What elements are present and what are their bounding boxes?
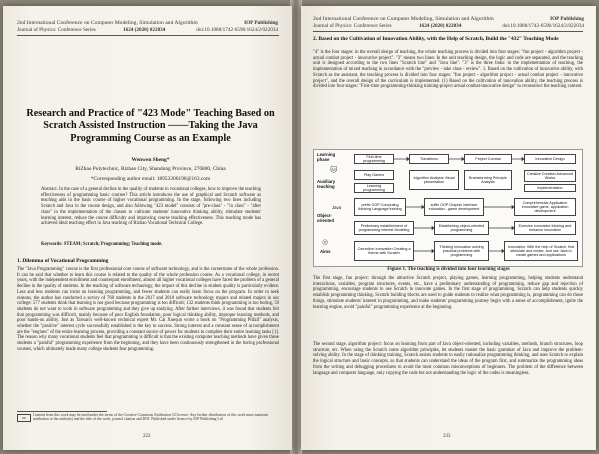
box-learning-programming: Learning programming xyxy=(354,183,394,193)
box-suffix-oop: suffix OOP Graphic interface education - game development xyxy=(424,198,484,216)
box-programming-interest: Preliminary establishment of programming interest Modeling xyxy=(354,221,414,235)
box-innovation-games: Innovation: With the help of Scratch, first stimulate and create, and use Java to create games and applications xyxy=(504,241,578,261)
aims-label: Aims xyxy=(320,249,331,254)
header-rule xyxy=(17,35,279,36)
figure-caption: Figure 1. The teaching is divided into four learning stages xyxy=(387,267,510,272)
learning-phase-label: Learning phase xyxy=(317,152,336,162)
box-comprehensive-application: Comprehensive Application Innovative game, application development xyxy=(514,198,576,216)
phase-innovative-design: Innovative Design xyxy=(524,154,576,164)
header-doi: doi:10.1088/1742-6596/1624/2/022034 xyxy=(196,27,278,33)
box-innovative-thinking: Exercise innovative thinking and enhance innovation xyxy=(514,221,576,235)
target-icon: ◎ xyxy=(322,238,329,246)
phase-transitions: Transitions xyxy=(409,154,449,164)
java-label: Java xyxy=(332,205,342,210)
paragraph-first-stage: The first stage, fun project: through the attractive Scratch project, playing games, learning programming, helping students understand interactions, variables, program structures, events, etc., have a preliminary understanding of programming, reduce gap and rejection of programming, encourage students to use Scratch to innovate games. In the first stage of programming, Scratch can help students quickly establish programming thinking. Scratch building blocks are used to guide students to realize what programming is, programming can do those things, stimulate students' interest in programming, and make students' programming journey begin with a sense of accomplishment, ignite the learning engine, avoid "painful" programming experience at the beginning. xyxy=(313,276,583,310)
section-heading: 1. Dilemma of Vocational Programming xyxy=(17,258,109,264)
paragraph-second-stage: The second stage, algorithm project: focus on learning from part of Java object-oriented, including variables, methods, branch structures, loop structure, etc. When using the Scratch come algorithm principles, let students master the basic grammar of Java and improve the problem-solving ability. In the stage of thinking training, Scratch assists students to easily rationalize programming thinking, and uses Scratch to explain the logical structure and basic concepts, so that students can understand the ideas of the program first, and summarize the programming ideas from the writing and debugging procedures to avoid the most common misconceptions of beginners. The problem of the difference between language and computer language, only copying the code but not understanding the logic of the codes is meaningless. xyxy=(313,342,583,376)
abstract: Abstract. In the case of a general decline in the quality of students in vocational colleges, how to improve the teaching effectiveness of programming basic courses? This article introduces the use of graphical and Scratch software as teaching aids in the basic course of higher vocational programming. In the stage, following two lines including Scratch and Java in the course design, and also following "423 model" consists of "pre-class" - "in class" - "after class" in the implementation of the classes to cultivate students' innovative thinking ability, stimulate students' learning interest, reduce the course difficulty and improving course teaching effectiveness. This teaching mode has achieved ideal teaching effect in Java teaching of Rizhao Vocational Technical College. xyxy=(41,187,261,227)
box-object-oriented-programming: Establishing object-oriented programming xyxy=(434,221,489,235)
header-ref: 1624 (2020) 022034 xyxy=(123,27,166,33)
phase-first-time-programming: First-time programming xyxy=(354,154,394,164)
cc-license-icon: cc xyxy=(17,414,31,422)
header-journal: Journal of Physics: Conference Series xyxy=(17,27,96,33)
teaching-stages-diagram xyxy=(313,149,583,267)
section-heading: 2. Based on the Cultivation of Innovation Ability, with the Help of Scratch, Build the "432" Teaching Mode xyxy=(313,36,559,42)
intro-text: "4" is the four stages: in the overall design of teaching, the whole teaching process is divided into four stages: "fun project - algorithm project - actual combat project - innovative project". "2" means two lines: In the unit teaching design, the logic and code are separated, and the teaching unit is designed according to the two lines "Scratch line" and "Java line". "3" is the three links: in the implementation of teaching, the implementation of mixed teaching in accordance with the "preview - take class - review". 1. Based on the cultivation of innovative ability, with Scratch as the assistant, the teaching process is divided into four stages: "fun project - algorithm project - actual combat project - innovative project", and the overall design of the curriculum is implemented. (1) Based on the cultivation of innovation ability, the teaching process is divided into four stages: "First-time programming-thinking training-project actual combat-innovative design" to reconstruct the teaching content. xyxy=(313,50,583,90)
header-doi: doi:10.1088/1742-6596/1624/2/022034 xyxy=(502,23,584,29)
auxiliary-teaching-label: Auxiliary teaching xyxy=(317,179,336,189)
author-email: *Corresponding author email: 18953306196@163.com xyxy=(90,176,211,182)
keywords: Keywords: STEAM; Scratch; Programming; Teaching mode. xyxy=(41,242,163,247)
author-name: Wenwen Sheng* xyxy=(131,157,170,163)
header-publisher: IOP Publishing xyxy=(244,20,278,26)
header-conference: 2nd International Conference on Computer Modeling, Simulation and Algorithm xyxy=(17,20,198,26)
header-rule xyxy=(313,31,583,32)
page-number: 233 xyxy=(443,434,451,439)
author-affiliation: RiZhao Polytechnic, Rizhao City, Shandong Province, 276800, China xyxy=(75,166,226,172)
box-brainstorming: Brainstorming Principle Analysis xyxy=(464,170,512,190)
header-journal: Journal of Physics: Conference Series xyxy=(313,23,392,29)
box-prefix-oop: prefix OOP Computing thinking Language training xyxy=(354,198,406,216)
cat-mascot-icon: 🐱 xyxy=(330,166,338,174)
page-number: 222 xyxy=(143,434,151,439)
diagram-arrows xyxy=(314,150,582,266)
header-publisher: IOP Publishing xyxy=(550,16,584,22)
box-algorithm-analysis: Algorithm Analysis Visual presentation xyxy=(409,170,459,190)
header-conference: 2nd International Conference on Computer Modeling, Simulation and Algorithm xyxy=(313,16,494,22)
body-text: The "Java Programming" course is the first professional core course of software technology, and is the cornerstone of the whole profession. It can be said that whether to learn this course is related to the quality of the whole profession course. As a vocational college, in recent years, with the independent enrollment and counterpart enrollment, almost all higher vocational colleges have faced the problem of a general decline in the quality of students. In the teaching of software technology, the impact of this decline in student quality is particularly evident. Less and less students can insist on learning programming, and fewer students can really learn focus on the program. In order to seek reasons, the author has conducted a survey of 768 students in the 2017 and 2018 software technology majors and related majors in our college: 577 students think that learning is not good because programming is too difficult; 132 students think programming is too boring, 59 students do not want to work in software programming and they give up studying. After further interviews, it was found that students felt that programming was difficult, mainly because of poor English foundation, poor logical thinking ability, improper learning methods, and poor hands-on ability. Just as Taiwan's well-known technical expert Mr. Cai Xuequn wrote a book on "Programming Pitfall" analysis, whether the "positive" interest cycle successfully established is the key to success. Strong interest and a constant sense of accomplishment are the "engines" of the entire learning process, providing a constant source of power for students to complete their entire learning tasks [1]. The reason why many vocational students feel that programming is difficult is that the existing computer teaching methods have given those students a "painful" programming experience from the beginning, and they have been continuously strengthened in the boring professional courses, which ultimately made many college students fear programming. xyxy=(17,267,279,352)
box-play-games: Play Games xyxy=(354,170,394,180)
footnote-rule xyxy=(17,411,107,412)
footnote: Content from this work may be used under the terms of the Creative Commons Attribution 3.0 licence. Any further distribution of this work must maintain attribution to the author(s) and the title of the work, journal citation and DOI. Published under licence by IOP Publishing Ltd xyxy=(33,413,268,422)
box-thinking-innovation: Thinking innovation solving practical problems with programming xyxy=(434,241,489,261)
object-oriented-label: Object-oriented xyxy=(317,213,334,223)
header-ref: 1624 (2020) 022034 xyxy=(419,23,462,29)
paper-title: Research and Practice of "423 Mode" Teaching Based on Scratch Assisted Instruction ——Taking the Java Programming Course as an Example xyxy=(26,108,275,144)
box-implementation: Implementation xyxy=(524,184,576,192)
right-page xyxy=(301,6,596,450)
box-scratch-theme: Correction Innovation Creating a theme with Scratch xyxy=(354,241,414,261)
left-page xyxy=(3,6,292,450)
phase-project-combat: Project Combat xyxy=(464,154,512,164)
box-creative-creation: Creative Creation Advanced Works xyxy=(524,170,576,182)
